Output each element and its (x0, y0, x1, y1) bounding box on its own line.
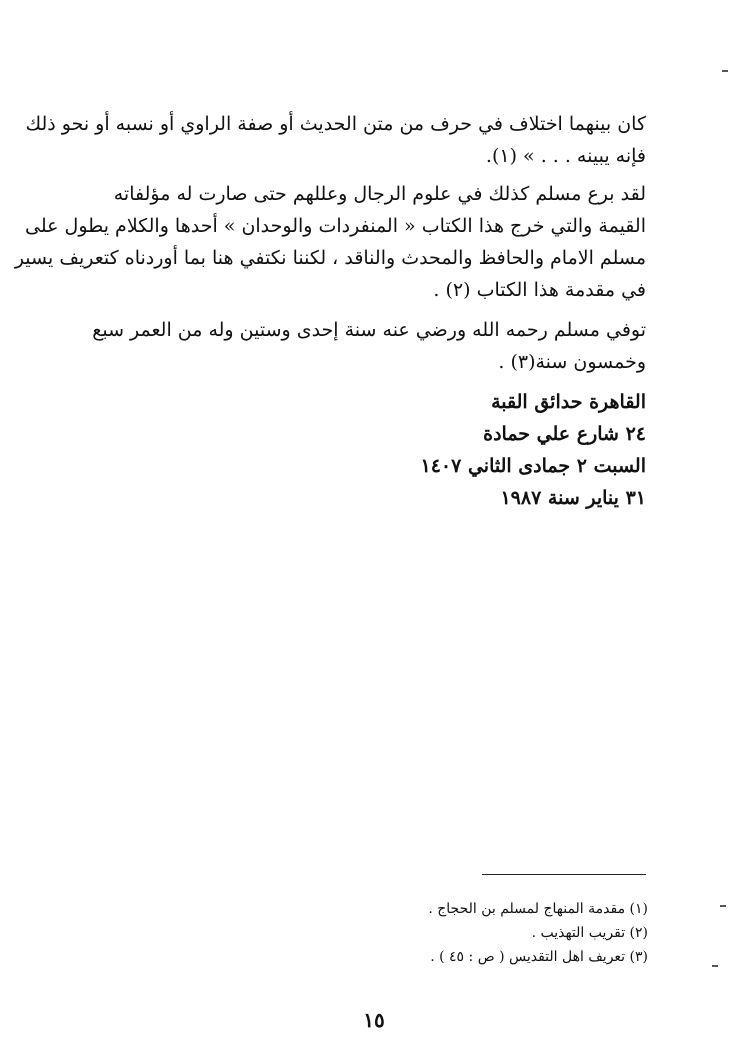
footnote-2: (٢) تقريب التهذيب . (531, 925, 648, 941)
footnote-3: (٣) تعريف اهل التقديس ( ص : ٤٥ ) . (430, 949, 648, 965)
paragraph-2-line-4: في مقدمة هذا الكتاب (٢) . (433, 279, 646, 301)
paragraph-3-line-1: توفي مسلم رحمه الله ورضي عنه سنة إحدى وستين وله من العمر سبع (92, 319, 646, 341)
signoff-address: ٢٤ شارع علي حمادة (483, 423, 646, 445)
paragraph-2-line-3: مسلم الامام والحافظ والمحدث والناقد ، لكننا نكتفي هنا بما أوردناه كتعريف يسير (14, 247, 646, 269)
page-number: ١٥ (363, 1008, 385, 1032)
scan-speck (720, 905, 726, 907)
signoff-place: القاهرة حدائق القبة (491, 391, 646, 413)
paragraph-1-line-1: كان بينهما اختلاف في حرف من متن الحديث أو صفة الراوي أو نسبه أو نحو ذلك (25, 113, 646, 135)
scan-speck (712, 965, 718, 967)
footnote-separator (482, 874, 646, 875)
paragraph-2-line-2: القيمة والتي خرج هذا الكتاب « المنفردات والوحدان » أحدها والكلام يطول على (25, 215, 646, 237)
paragraph-1-line-2: فإنه يبينه . . . » (١). (485, 145, 646, 167)
footnote-1: (١) مقدمة المنهاج لمسلم بن الحجاج . (428, 901, 648, 917)
scan-speck (722, 70, 728, 72)
signoff-hijri-date: السبت ٢ جمادى الثاني ١٤٠٧ (420, 455, 646, 477)
paragraph-2-line-1: لقد برع مسلم كذلك في علوم الرجال وعللهم حتى صارت له مؤلفاته (113, 183, 646, 205)
paragraph-3-line-2: وخمسون سنة(٣) . (498, 351, 646, 373)
signoff-gregorian-date: ٣١ يناير سنة ١٩٨٧ (500, 487, 646, 509)
